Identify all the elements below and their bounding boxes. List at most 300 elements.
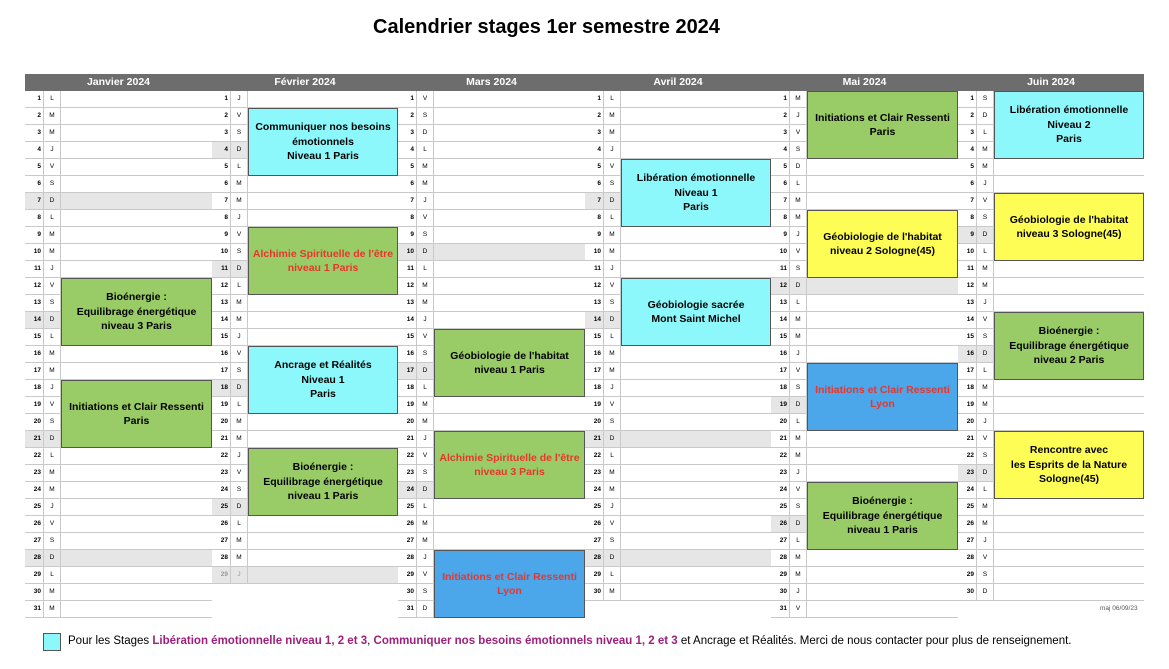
day-number: 14 [406,316,414,323]
day-number: 1 [37,95,41,102]
day-letter: V [976,431,994,447]
day-number: 13 [406,299,414,306]
day-letter: V [976,193,994,209]
day-number: 10 [779,248,787,255]
day-row [25,193,212,210]
day-number: 6 [783,180,787,187]
day-number: 15 [220,333,228,340]
day-letter: M [43,227,61,243]
event-block: Initiations et Clair Ressenti Paris [61,380,212,448]
day-number: 3 [970,129,974,136]
day-row [771,329,958,346]
day-number: 15 [593,333,601,340]
day-letter: L [43,448,61,464]
day-letter: D [416,482,434,498]
day-letter: S [416,108,434,124]
day-letter: M [603,465,621,481]
day-row [25,516,212,533]
day-row [958,567,1144,584]
day-letter: D [230,261,248,277]
day-letter: S [43,176,61,192]
day-number: 12 [33,282,41,289]
day-letter: L [789,295,807,311]
day-number: 18 [220,384,228,391]
day-number: 26 [966,520,974,527]
day-number: 22 [220,452,228,459]
update-note: maj 06/09/23 [1100,605,1138,612]
day-row [212,567,398,584]
day-row [771,346,958,363]
day-letter: L [789,533,807,549]
day-number: 10 [33,248,41,255]
day-row [398,499,585,516]
day-letter: M [976,380,994,396]
day-row [398,261,585,278]
day-number: 29 [220,571,228,578]
day-letter: S [416,346,434,362]
day-letter: S [43,414,61,430]
day-letter: S [976,91,994,107]
day-number: 8 [783,214,787,221]
event-block: Géobiologie de l'habitat niveau 2 Sologne(45) [807,210,958,278]
day-number: 2 [783,112,787,119]
day-letter: J [789,108,807,124]
day-letter: L [976,244,994,260]
day-number: 20 [33,418,41,425]
day-row [398,244,585,261]
day-letter: V [789,125,807,141]
day-row [25,465,212,482]
day-letter: M [43,465,61,481]
day-number: 3 [224,129,228,136]
day-letter: D [416,125,434,141]
day-letter: M [230,550,248,566]
day-letter: S [230,244,248,260]
day-letter: M [603,482,621,498]
day-letter: M [976,159,994,175]
day-number: 15 [33,333,41,340]
day-number: 18 [406,384,414,391]
day-number: 22 [966,452,974,459]
event-block: Géobiologie de l'habitat niveau 1 Paris [434,329,585,397]
day-letter: M [230,176,248,192]
day-letter: S [789,499,807,515]
day-letter: L [976,482,994,498]
day-number: 23 [966,469,974,476]
event-block: Bioénergie : Equilibrage énergétique niveau 1 Paris [248,448,398,516]
day-number: 7 [37,197,41,204]
day-number: 22 [33,452,41,459]
day-row [958,278,1144,295]
day-letter: L [976,125,994,141]
day-letter: D [603,550,621,566]
day-number: 29 [779,571,787,578]
day-letter: J [603,261,621,277]
day-number: 28 [593,554,601,561]
day-number: 9 [970,231,974,238]
month-header: Juin 2024 [958,74,1144,91]
day-number: 20 [220,418,228,425]
day-row [398,210,585,227]
day-number: 25 [220,503,228,510]
day-number: 9 [597,231,601,238]
day-number: 19 [966,401,974,408]
day-letter: D [976,227,994,243]
day-number: 28 [966,554,974,561]
day-row [212,193,398,210]
day-letter: L [230,516,248,532]
day-number: 25 [33,503,41,510]
day-number: 5 [410,163,414,170]
day-letter: S [976,329,994,345]
day-number: 27 [779,537,787,544]
day-number: 26 [593,520,601,527]
day-letter: M [230,312,248,328]
day-number: 8 [597,214,601,221]
day-letter: J [603,142,621,158]
day-letter: L [603,567,621,583]
day-number: 20 [966,418,974,425]
day-letter: J [43,380,61,396]
day-number: 3 [783,129,787,136]
day-number: 13 [33,299,41,306]
day-number: 6 [597,180,601,187]
day-number: 19 [779,401,787,408]
day-number: 27 [33,537,41,544]
event-block: Rencontre avec les Esprits de la Nature Sologne(45) [994,431,1144,499]
day-row [398,142,585,159]
day-number: 10 [406,248,414,255]
day-letter: L [416,499,434,515]
day-letter: S [230,125,248,141]
day-number: 23 [220,469,228,476]
day-number: 13 [966,299,974,306]
day-letter: L [789,176,807,192]
day-number: 9 [783,231,787,238]
day-letter: M [603,227,621,243]
day-letter: V [416,210,434,226]
day-letter: L [603,210,621,226]
day-number: 21 [779,435,787,442]
day-letter: J [416,193,434,209]
day-number: 2 [224,112,228,119]
day-letter: V [603,159,621,175]
day-row [398,312,585,329]
day-row [585,244,771,261]
day-row [958,550,1144,567]
day-letter: V [416,567,434,583]
day-number: 24 [779,486,787,493]
day-letter: L [789,414,807,430]
day-number: 1 [224,95,228,102]
day-letter: S [416,227,434,243]
day-letter: J [789,346,807,362]
day-row [585,346,771,363]
day-number: 16 [966,350,974,357]
day-row [958,533,1144,550]
day-number: 10 [966,248,974,255]
day-number: 17 [33,367,41,374]
day-row [585,567,771,584]
day-number: 17 [406,367,414,374]
day-letter: J [230,210,248,226]
day-letter: M [789,448,807,464]
day-letter: D [789,159,807,175]
day-row [25,601,212,618]
day-number: 26 [220,520,228,527]
day-letter: D [603,312,621,328]
day-letter: J [976,533,994,549]
day-letter: J [416,550,434,566]
day-row [25,210,212,227]
day-number: 17 [966,367,974,374]
day-number: 24 [966,486,974,493]
day-row [212,550,398,567]
day-number: 16 [779,350,787,357]
day-number: 28 [406,554,414,561]
day-number: 18 [966,384,974,391]
day-row [771,601,958,618]
day-letter: L [416,380,434,396]
day-number: 2 [410,112,414,119]
day-letter: M [230,414,248,430]
day-number: 18 [33,384,41,391]
day-number: 18 [593,384,601,391]
day-row [585,414,771,431]
day-row [398,397,585,414]
event-block: Géobiologie sacrée Mont Saint Michel [621,278,771,346]
day-row [398,176,585,193]
day-row [25,244,212,261]
day-number: 27 [406,537,414,544]
day-row [398,533,585,550]
day-letter: L [416,142,434,158]
day-letter: S [603,414,621,430]
day-letter: V [230,227,248,243]
day-number: 12 [779,282,787,289]
day-row [398,108,585,125]
day-letter: J [230,567,248,583]
day-number: 14 [593,316,601,323]
day-letter: J [789,465,807,481]
day-row [25,176,212,193]
day-letter: M [416,516,434,532]
day-letter: M [603,108,621,124]
day-letter: J [976,295,994,311]
day-row [958,414,1144,431]
day-number: 31 [33,605,41,612]
day-letter: M [789,91,807,107]
day-number: 23 [779,469,787,476]
day-number: 31 [779,605,787,612]
day-letter: L [43,91,61,107]
day-row [585,465,771,482]
day-row [25,125,212,142]
day-letter: S [43,533,61,549]
legend-part2: , [367,635,374,647]
month-header: Avril 2024 [585,74,771,91]
day-letter: L [416,261,434,277]
legend-highlight-2: Communiquer nos besoins émotionnels niveau 1, 2 et 3 [373,635,678,647]
day-row [212,431,398,448]
day-number: 5 [783,163,787,170]
day-letter: V [789,363,807,379]
day-row [212,329,398,346]
day-letter: M [416,176,434,192]
day-row [212,533,398,550]
day-number: 19 [220,401,228,408]
day-row [212,176,398,193]
day-letter: S [976,567,994,583]
day-number: 21 [33,435,41,442]
day-row [771,448,958,465]
day-row [25,550,212,567]
day-letter: V [230,465,248,481]
day-row [771,567,958,584]
day-letter: M [976,261,994,277]
day-letter: L [230,397,248,413]
day-row [25,227,212,244]
day-letter: M [976,499,994,515]
day-number: 23 [33,469,41,476]
event-block: Géobiologie de l'habitat niveau 3 Sologne(45) [994,193,1144,261]
day-letter: V [43,278,61,294]
day-number: 16 [593,350,601,357]
day-row [212,91,398,108]
day-row [958,584,1144,601]
day-letter: M [789,210,807,226]
day-row [958,397,1144,414]
day-row [958,295,1144,312]
day-row [25,108,212,125]
event-block: Libération émotionnelle Niveau 1 Paris [621,159,771,227]
day-number: 29 [966,571,974,578]
day-number: 7 [410,197,414,204]
day-number: 15 [406,333,414,340]
day-letter: S [230,482,248,498]
day-row [398,414,585,431]
day-number: 21 [220,435,228,442]
day-letter: M [976,397,994,413]
day-letter: L [976,363,994,379]
day-letter: L [230,159,248,175]
day-number: 15 [966,333,974,340]
event-block: Libération émotionnelle Niveau 2 Paris [994,91,1144,159]
day-number: 2 [597,112,601,119]
day-number: 10 [220,248,228,255]
day-row [958,516,1144,533]
day-row [771,431,958,448]
day-row [585,533,771,550]
day-row [585,584,771,601]
day-row [585,125,771,142]
day-letter: V [43,397,61,413]
day-number: 31 [406,605,414,612]
day-letter: V [416,329,434,345]
day-row [958,261,1144,278]
day-number: 27 [593,537,601,544]
day-number: 4 [970,146,974,153]
day-letter: J [230,448,248,464]
day-row [585,108,771,125]
day-number: 4 [783,146,787,153]
day-row [25,363,212,380]
day-letter: S [789,261,807,277]
day-number: 5 [224,163,228,170]
day-letter: D [789,278,807,294]
day-number: 3 [597,129,601,136]
day-row [25,567,212,584]
legend-highlight-1: Libération émotionnelle niveau 1, 2 et 3 [152,635,368,647]
day-number: 14 [220,316,228,323]
day-row [771,584,958,601]
day-letter: J [976,176,994,192]
day-letter: V [603,278,621,294]
day-number: 7 [224,197,228,204]
day-letter: J [416,312,434,328]
month-header: Mars 2024 [398,74,585,91]
day-number: 6 [970,180,974,187]
day-row [585,516,771,533]
day-row [585,482,771,499]
day-letter: M [43,363,61,379]
day-letter: L [603,448,621,464]
day-row [212,516,398,533]
day-number: 11 [34,265,41,272]
day-number: 4 [224,146,228,153]
day-row [771,159,958,176]
month-header: Mai 2024 [771,74,958,91]
day-row [585,91,771,108]
day-row [398,227,585,244]
day-letter: J [416,431,434,447]
day-row [958,176,1144,193]
day-row [585,380,771,397]
day-letter: J [603,380,621,396]
day-row [771,312,958,329]
event-block: Bioénergie : Equilibrage énergétique niveau 1 Paris [807,482,958,550]
day-letter: S [230,363,248,379]
day-number: 24 [406,486,414,493]
day-letter: M [416,278,434,294]
day-number: 9 [224,231,228,238]
day-number: 13 [220,299,228,306]
day-number: 7 [597,197,601,204]
day-letter: M [43,482,61,498]
day-letter: V [43,159,61,175]
day-letter: D [43,312,61,328]
day-letter: L [230,278,248,294]
day-number: 21 [966,435,974,442]
day-letter: L [603,91,621,107]
day-row [212,210,398,227]
day-letter: V [230,108,248,124]
day-letter: L [43,567,61,583]
day-letter: S [43,295,61,311]
day-letter: V [603,516,621,532]
month-header: Février 2024 [212,74,398,91]
day-row [212,312,398,329]
day-letter: J [789,584,807,600]
day-row [25,448,212,465]
day-number: 14 [33,316,41,323]
day-number: 16 [33,350,41,357]
day-letter: M [230,193,248,209]
day-letter: D [230,142,248,158]
legend-swatch [43,633,61,651]
day-row [958,499,1144,516]
day-letter: D [43,193,61,209]
